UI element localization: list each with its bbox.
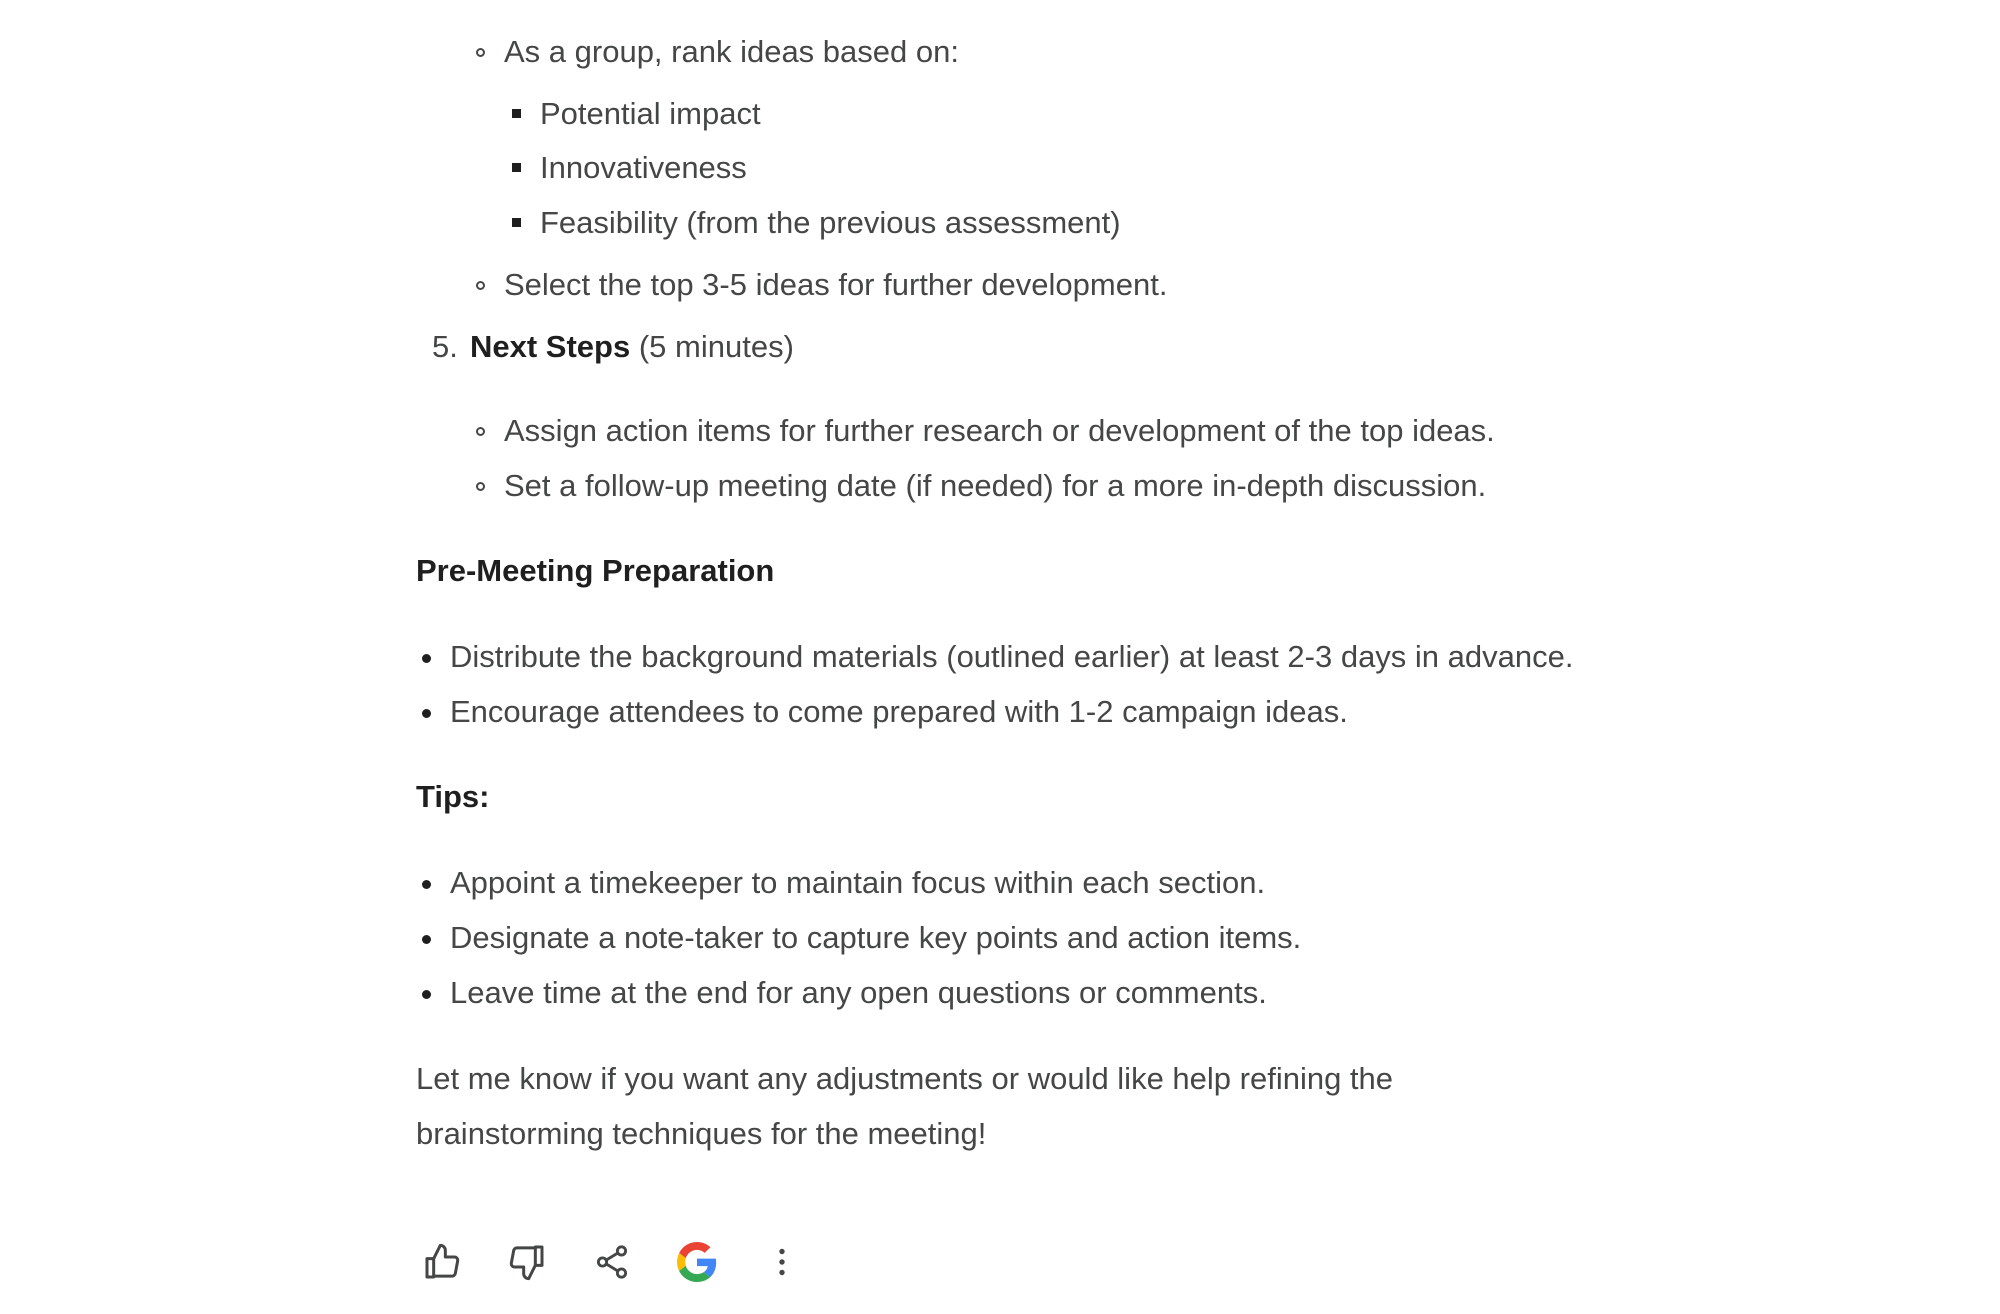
list-item: Appoint a timekeeper to maintain focus within each section.: [450, 865, 1266, 900]
google-icon: [677, 1242, 717, 1282]
step-title: Next Steps: [470, 329, 631, 364]
list-bullet-disc: [422, 709, 431, 718]
list-bullet-square: [512, 109, 521, 118]
list-item: Feasibility (from the previous assessment): [540, 205, 1121, 240]
thumbs-down-icon: [507, 1242, 547, 1282]
more-vert-icon: [764, 1244, 800, 1280]
step-number: 5.: [432, 329, 458, 364]
share-button[interactable]: [580, 1230, 644, 1294]
section-heading: Tips:: [416, 779, 490, 814]
list-item: Distribute the background materials (outlined earlier) at least 2-3 days in advance.: [450, 639, 1574, 674]
closing-paragraph-line: brainstorming techniques for the meeting!: [416, 1116, 987, 1151]
thumbs-down-button[interactable]: [495, 1230, 559, 1294]
thumbs-up-icon: [422, 1242, 462, 1282]
share-icon: [593, 1243, 631, 1281]
step-heading: [470, 327, 794, 367]
list-item: Potential impact: [540, 96, 761, 131]
list-bullet-circle: [476, 482, 485, 491]
list-bullet-circle: [476, 427, 485, 436]
list-item: As a group, rank ideas based on:: [504, 34, 959, 69]
step-duration: (5 minutes): [638, 329, 794, 364]
list-bullet-disc: [422, 935, 431, 944]
list-item: Select the top 3-5 ideas for further development.: [504, 267, 1168, 302]
list-bullet-square: [512, 163, 521, 172]
list-bullet-circle: [476, 281, 485, 290]
list-item: Innovativeness: [540, 150, 747, 185]
list-bullet-disc: [422, 654, 431, 663]
list-bullet-disc: [422, 990, 431, 999]
list-bullet-square: [512, 218, 521, 227]
closing-paragraph-line: Let me know if you want any adjustments or would like help refining the: [416, 1061, 1394, 1096]
list-bullet-disc: [422, 880, 431, 889]
section-heading: Pre-Meeting Preparation: [416, 553, 775, 588]
thumbs-up-button[interactable]: [410, 1230, 474, 1294]
list-bullet-circle: [476, 48, 485, 57]
list-item: Assign action items for further research or development of the top ideas.: [504, 413, 1495, 448]
more-options-button[interactable]: [750, 1230, 814, 1294]
list-item: Designate a note-taker to capture key points and action items.: [450, 920, 1302, 955]
list-item: Encourage attendees to come prepared with 1-2 campaign ideas.: [450, 694, 1348, 729]
list-item: Set a follow-up meeting date (if needed) for a more in-depth discussion.: [504, 468, 1487, 503]
google-search-button[interactable]: [665, 1230, 729, 1294]
list-item: Leave time at the end for any open questions or comments.: [450, 975, 1267, 1010]
